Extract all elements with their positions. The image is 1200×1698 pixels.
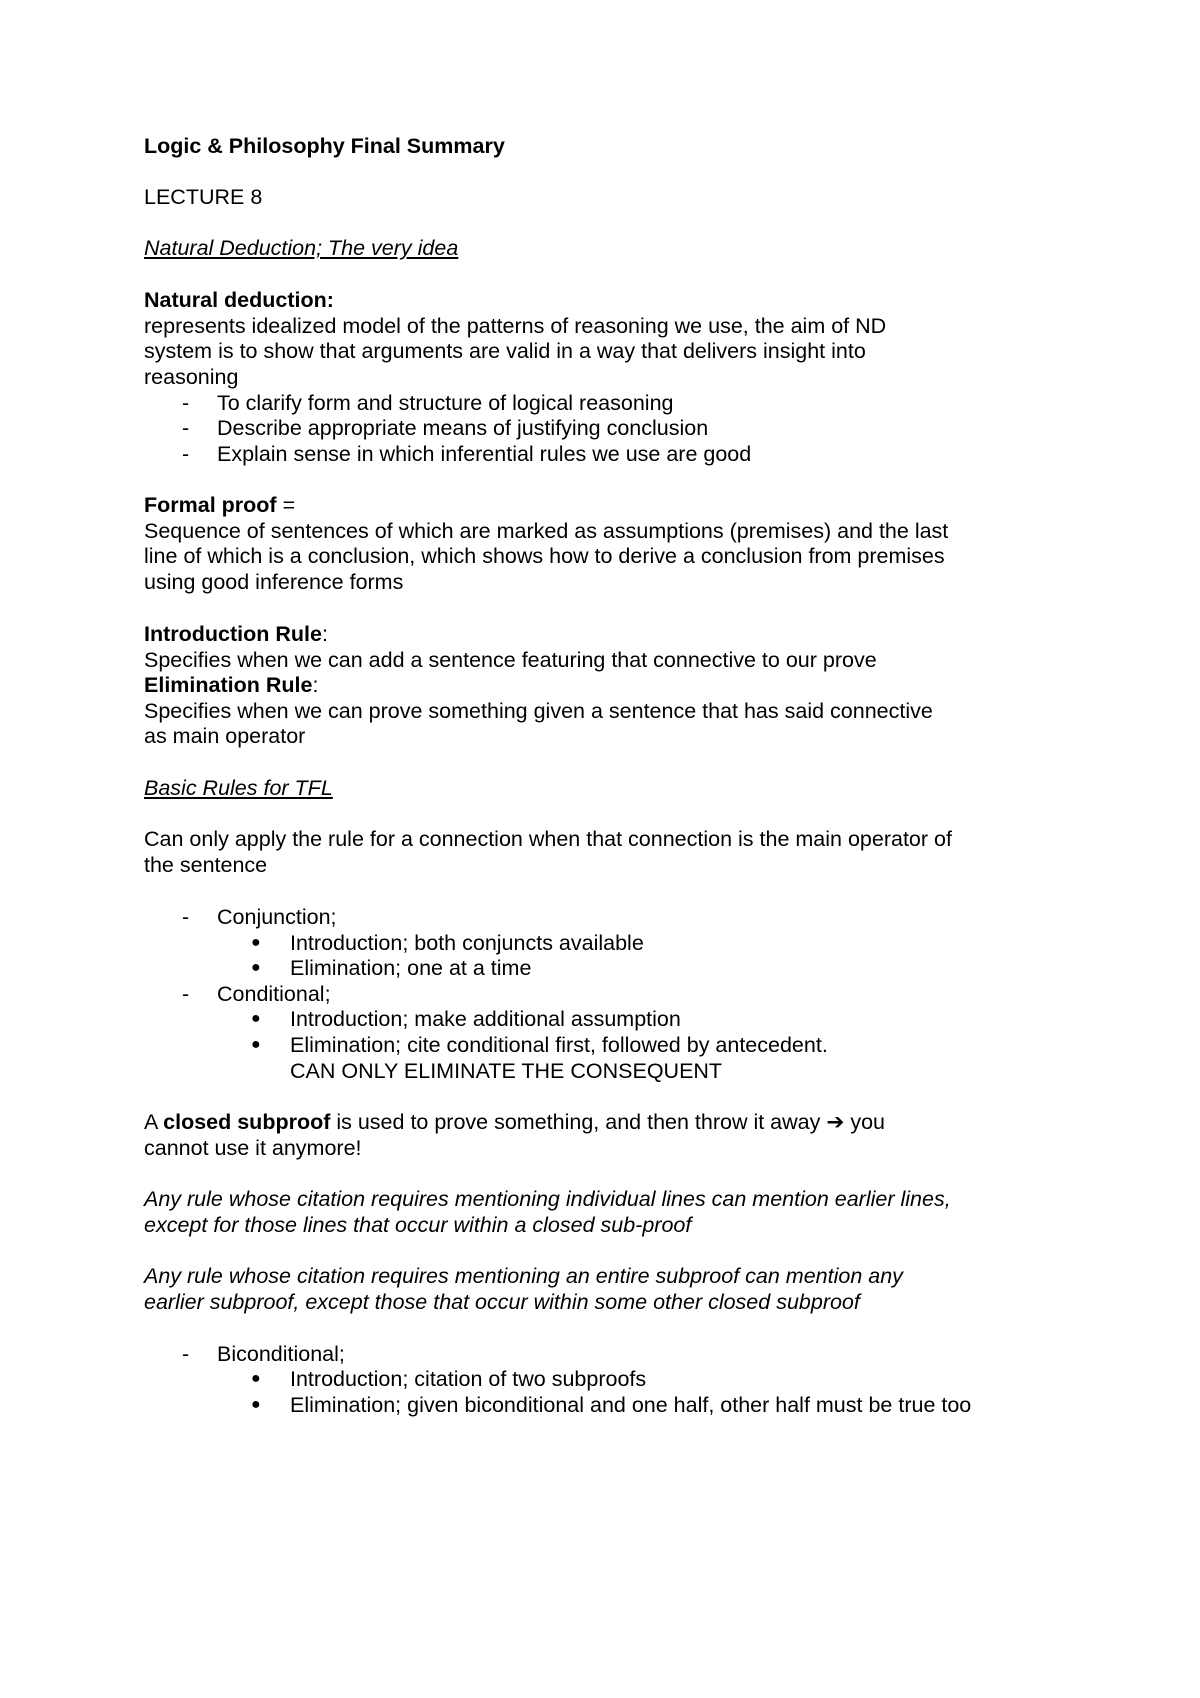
list-item: Explain sense in which inferential rules we use are good: [217, 442, 752, 466]
right-arrow-icon: ➔: [826, 1110, 845, 1134]
introduction-rule-heading: [144, 620, 1074, 648]
list-item: Elimination; given biconditional and one half, other half must be true too: [290, 1393, 972, 1417]
note-entire-subproof: earlier subproof, except those that occur within some other closed subproof: [144, 1290, 860, 1314]
dash-marker: -: [182, 982, 190, 1006]
formal-proof-desc-line: Sequence of sentences of which are marked as assumptions (premises) and the last: [144, 519, 949, 543]
conditional-label: Conditional;: [217, 982, 331, 1006]
term-introduction-rule: Introduction Rule: [144, 622, 322, 646]
conditional-note: CAN ONLY ELIMINATE THE CONSEQUENT: [290, 1059, 723, 1083]
term-elimination-rule: Elimination Rule: [144, 673, 313, 697]
list-item: Elimination; cite conditional first, followed by antecedent.: [290, 1033, 828, 1057]
dash-marker: -: [182, 905, 190, 929]
list-item: Elimination; one at a time: [290, 956, 532, 980]
note-entire-subproof: Any rule whose citation requires mentioning an entire subproof can mention any: [144, 1264, 903, 1288]
formal-proof-equals: =: [276, 493, 296, 517]
elimination-rule-desc-line: as main operator: [144, 724, 306, 748]
note-individual-lines: except for those lines that occur within a closed sub-proof: [144, 1213, 692, 1237]
list-item: Introduction; citation of two subproofs: [290, 1367, 647, 1391]
list-item: To clarify form and structure of logical reasoning: [217, 391, 674, 415]
formal-proof-desc-line: using good inference forms: [144, 570, 404, 594]
dash-marker: -: [182, 416, 190, 440]
natural-deduction-desc-line: system is to show that arguments are valid in a way that delivers insight into: [144, 339, 866, 363]
list-item: Describe appropriate means of justifying conclusion: [217, 416, 709, 440]
bullet-marker: ●: [251, 1010, 261, 1027]
basic-rules-intro-line: Can only apply the rule for a connection when that connection is the main operator of: [144, 827, 952, 851]
term-closed-subproof: closed subproof: [163, 1110, 331, 1134]
document-title: Logic & Philosophy Final Summary: [144, 134, 505, 158]
bullet-marker: ●: [251, 934, 261, 951]
list-item: Introduction; both conjuncts available: [290, 931, 644, 955]
bullet-marker: ●: [251, 1370, 261, 1387]
text-span: is used to prove something, and then throw it away: [330, 1110, 827, 1134]
colon: :: [312, 673, 319, 697]
dash-marker: -: [182, 442, 190, 466]
closed-subproof-line-2: cannot use it anymore!: [144, 1136, 362, 1160]
note-individual-lines: Any rule whose citation requires mentioning individual lines can mention earlier lines,: [144, 1187, 951, 1211]
text-span: A: [144, 1110, 164, 1134]
bullet-marker: ●: [251, 1396, 261, 1413]
elimination-rule-desc-line: Specifies when we can prove something given a sentence that has said connective: [144, 699, 933, 723]
colon: :: [321, 622, 328, 646]
conjunction-label: Conjunction;: [217, 905, 337, 929]
term-natural-deduction: Natural deduction:: [144, 288, 334, 312]
list-item: Introduction; make additional assumption: [290, 1007, 681, 1031]
dash-marker: -: [182, 1342, 190, 1366]
natural-deduction-desc-line: reasoning: [144, 365, 239, 389]
formal-proof-desc-line: line of which is a conclusion, which shows how to derive a conclusion from premises: [144, 544, 945, 568]
natural-deduction-desc-line: represents idealized model of the patterns of reasoning we use, the aim of ND: [144, 314, 887, 338]
term-formal-proof: Formal proof: [144, 493, 277, 517]
biconditional-label: Biconditional;: [217, 1342, 345, 1366]
section-heading-basic-rules: Basic Rules for TFL: [144, 776, 333, 800]
text-span: you: [844, 1110, 886, 1134]
dash-marker: -: [182, 391, 190, 415]
lecture-label: LECTURE 8: [144, 185, 263, 209]
introduction-rule-desc: Specifies when we can add a sentence featuring that connective to our prove: [144, 648, 877, 672]
bullet-marker: ●: [251, 1036, 261, 1053]
closed-subproof-line: [144, 1108, 1074, 1136]
formal-proof-heading: [144, 491, 1074, 519]
section-heading-natural-deduction: Natural Deduction; The very idea: [144, 236, 459, 260]
elimination-rule-heading: [144, 671, 1074, 699]
bullet-marker: ●: [251, 959, 261, 976]
basic-rules-intro-line: the sentence: [144, 853, 268, 877]
